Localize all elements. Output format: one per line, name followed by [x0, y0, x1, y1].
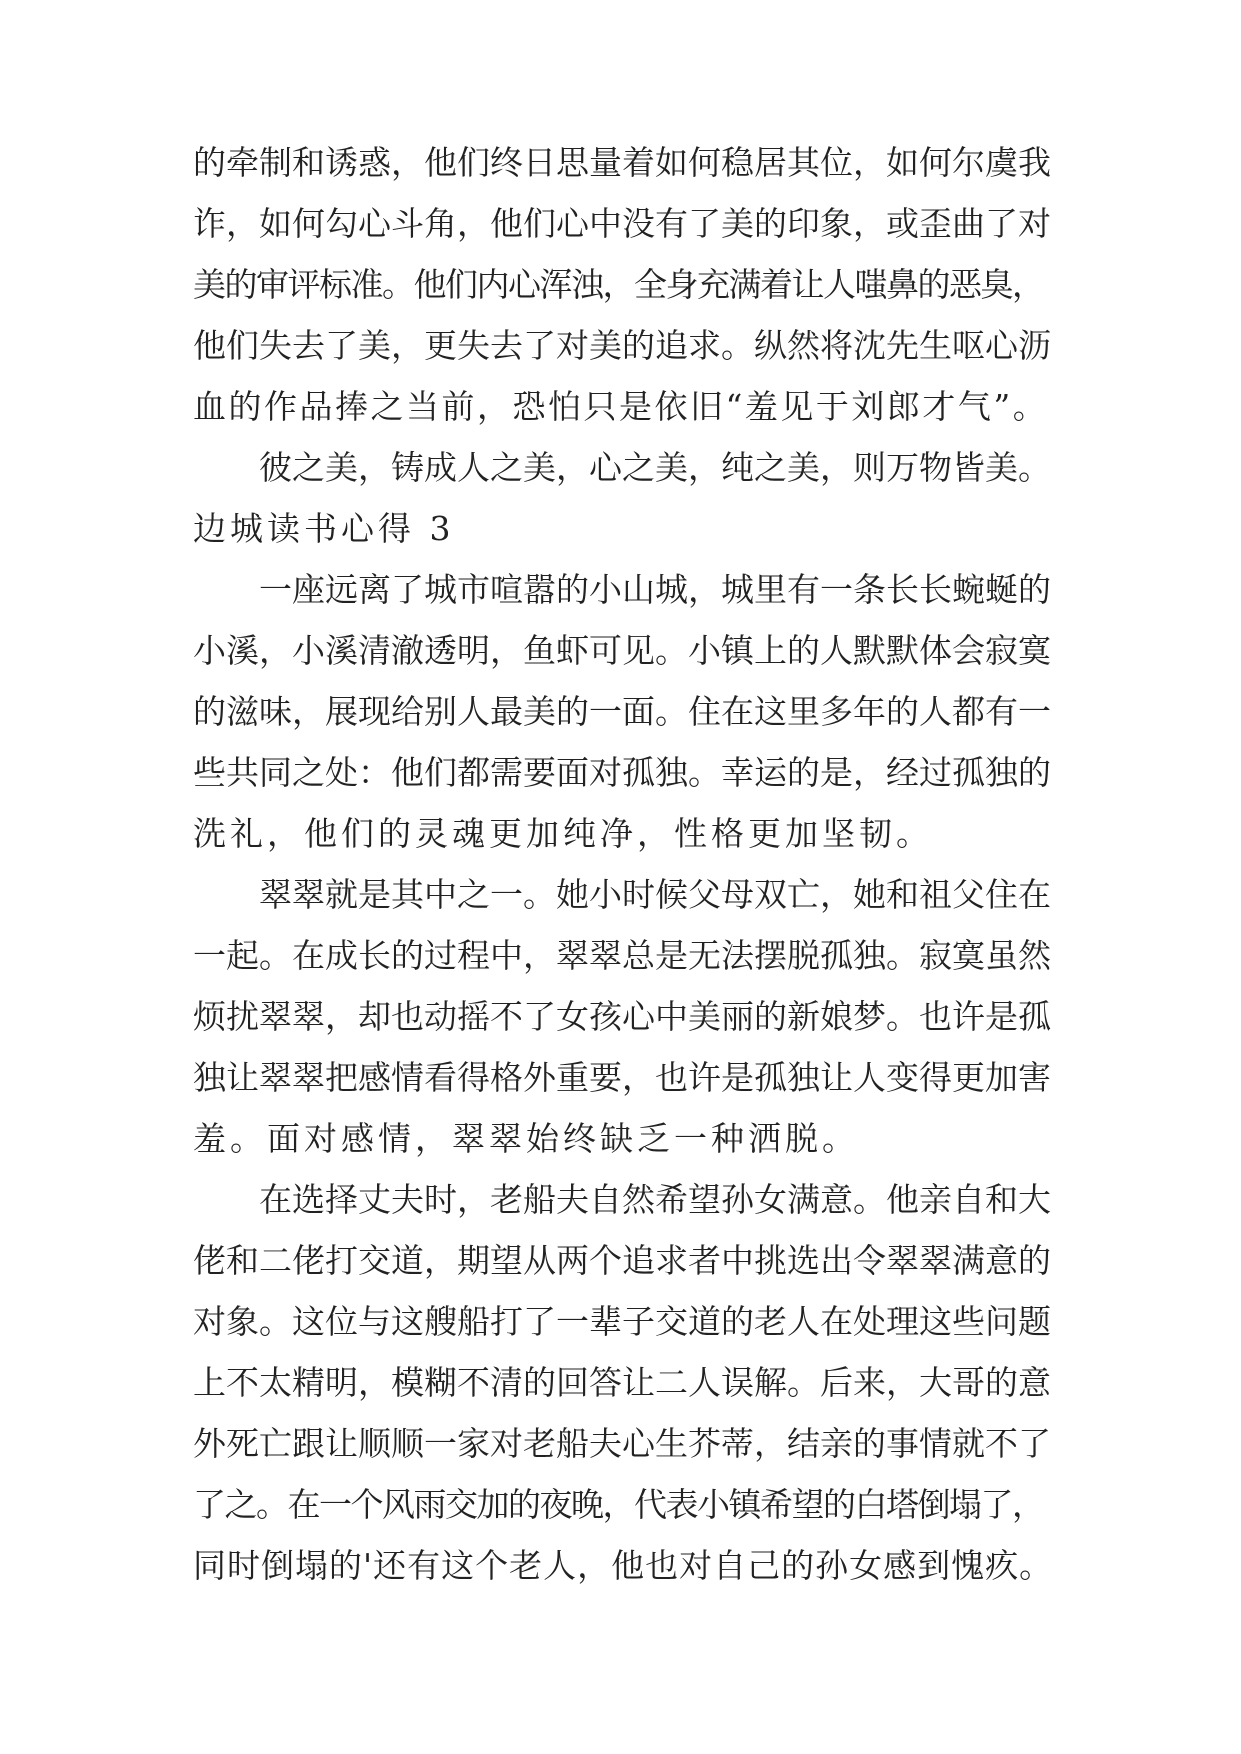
- text-line: 洗礼，他们的灵魂更加纯净，性格更加坚韧。: [193, 814, 933, 853]
- text-line: 外死亡跟让顺顺一家对老船夫心生芥蒂，结亲的事情就不了: [193, 1424, 1051, 1463]
- text-line: 在选择丈夫时，老船夫自然希望孙女满意。他亲自和大: [259, 1180, 1051, 1219]
- text-line: 对象。这位与这艘船打了一辈子交道的老人在处理这些问题: [193, 1302, 1051, 1341]
- text-line: 独让翠翠把感情看得格外重要，也许是孤独让人变得更加害: [193, 1058, 1051, 1097]
- text-line: 翠翠就是其中之一。她小时候父母双亡，她和祖父住在: [259, 875, 1051, 914]
- text-line: 佬和二佬打交道，期望从两个追求者中挑选出令翠翠满意的: [193, 1241, 1051, 1280]
- text-line: 的滋味，展现给别人最美的一面。住在这里多年的人都有一: [193, 692, 1051, 731]
- text-line: 诈，如何勾心斗角，他们心中没有了美的印象，或歪曲了对: [193, 204, 1051, 243]
- text-line: 一起。在成长的过程中，翠翠总是无法摆脱孤独。寂寞虽然: [193, 936, 1051, 975]
- text-line: 小溪，小溪清澈透明，鱼虾可见。小镇上的人默默体会寂寞: [193, 631, 1051, 670]
- text-line: 血的作品捧之当前，恐怕只是依旧“羞见于刘郎才气”。: [193, 387, 1049, 426]
- text-line: 他们失去了美，更失去了对美的追求。纵然将沈先生呕心沥: [193, 326, 1051, 365]
- text-line: 同时倒塌的'还有这个老人，他也对自己的孙女感到愧疚。: [193, 1546, 1054, 1585]
- text-line: 上不太精明，模糊不清的回答让二人误解。后来，大哥的意: [193, 1363, 1051, 1402]
- text-line: 彼之美，铸成人之美，心之美，纯之美，则万物皆美。: [259, 448, 1051, 487]
- text-line: 些共同之处：他们都需要面对孤独。幸运的是，经过孤独的: [193, 753, 1051, 792]
- text-line: 羞。面对感情，翠翠始终缺乏一种洒脱。: [193, 1119, 859, 1158]
- section-heading: 边城读书心得 3: [193, 509, 455, 548]
- text-line: 一座远离了城市喧嚣的小山城，城里有一条长长蜿蜒的: [259, 570, 1051, 609]
- text-line: 的牵制和诱惑，他们终日思量着如何稳居其位，如何尔虞我: [193, 143, 1051, 182]
- text-line: 烦扰翠翠，却也动摇不了女孩心中美丽的新娘梦。也许是孤: [193, 997, 1051, 1036]
- text-line: 美的审评标准。他们内心浑浊，全身充满着让人嗤鼻的恶臭，: [193, 265, 1044, 304]
- text-line: 了之。在一个风雨交加的夜晚，代表小镇希望的白塔倒塌了，: [193, 1485, 1044, 1524]
